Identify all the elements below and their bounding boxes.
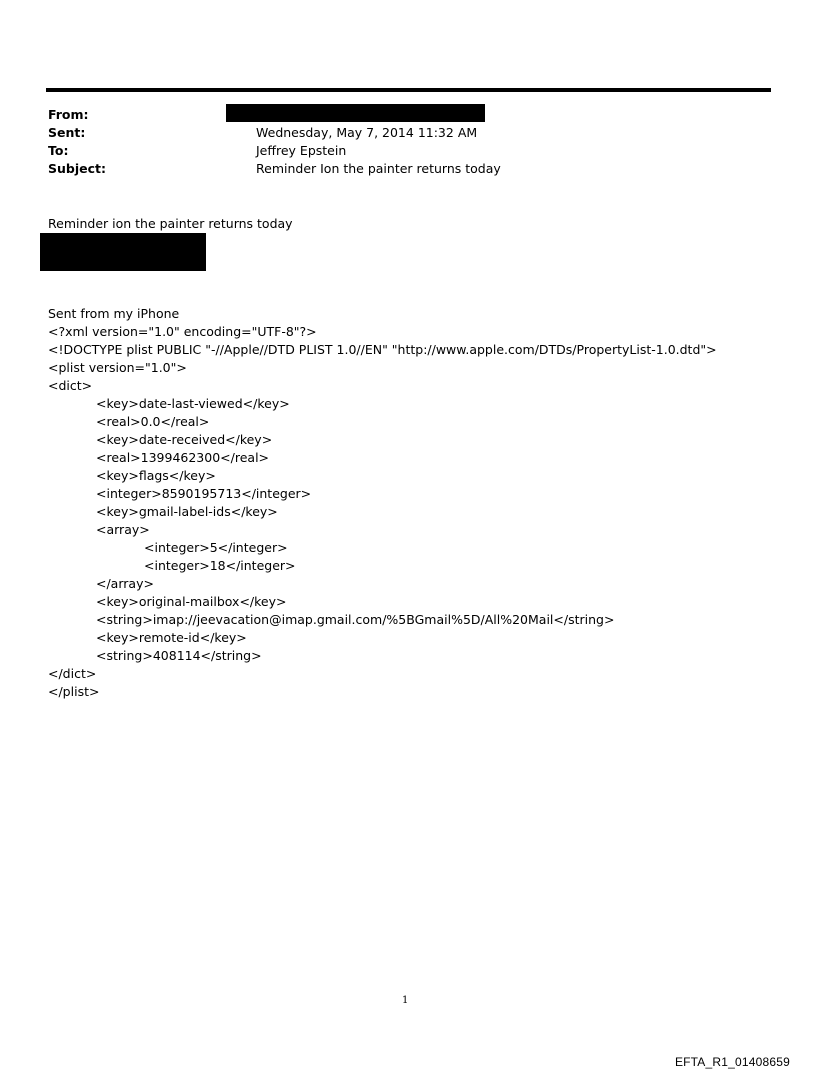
plist-line: <real>1399462300</real> [96,450,270,465]
sent-row [48,124,748,142]
document-id: EFTA_R1_01408659 [674,1055,790,1069]
page-number: 1 [402,995,409,1006]
plist-line: <!DOCTYPE plist PUBLIC "-//Apple//DTD PLIST 1.0//EN" "http://www.apple.com/DTDs/PropertyList-1.0.dtd"> [48,342,717,357]
plist-line: <string>408114</string> [96,648,262,663]
plist-line: <integer>8590195713</integer> [96,486,312,501]
plist-line: </array> [96,576,154,591]
email-body [48,215,788,233]
subject-row [48,160,748,178]
plist-line: <key>date-received</key> [96,432,273,447]
plist-line: <integer>18</integer> [144,558,296,573]
plist-line: <plist version="1.0"> [48,360,187,375]
from-label: From: [48,107,89,122]
subject-value: Reminder Ion the painter returns today [256,161,501,176]
from-redaction [226,104,485,122]
sent-value: Wednesday, May 7, 2014 11:32 AM [256,125,478,140]
to-row [48,142,748,160]
plist-line: <dict> [48,378,93,393]
plist-line: <real>0.0</real> [96,414,210,429]
plist-line: <key>flags</key> [96,468,216,483]
sent-label: Sent: [48,125,86,140]
to-value: Jeffrey Epstein [256,143,347,158]
plist-line: <key>date-last-viewed</key> [96,396,290,411]
header-rule [46,88,771,92]
plist-line: <key>gmail-label-ids</key> [96,504,278,519]
plist-line: <integer>5</integer> [144,540,288,555]
to-label: To: [48,143,69,158]
plist-line: <array> [96,522,150,537]
plist-line: </plist> [48,684,100,699]
signature-redaction [40,233,206,271]
plist-line: <string>imap://jeevacation@imap.gmail.com/%5BGmail%5D/All%20Mail</string> [96,612,615,627]
plist-line: </dict> [48,666,97,681]
plist-line: <key>original-mailbox</key> [96,594,287,609]
plist-line: <key>remote-id</key> [96,630,247,645]
subject-label: Subject: [48,161,106,176]
body-message: Reminder ion the painter returns today [48,216,293,231]
plist-line: <?xml version="1.0" encoding="UTF-8"?> [48,324,317,339]
sent-from-line: Sent from my iPhone [48,306,180,321]
plist-block [48,305,788,701]
